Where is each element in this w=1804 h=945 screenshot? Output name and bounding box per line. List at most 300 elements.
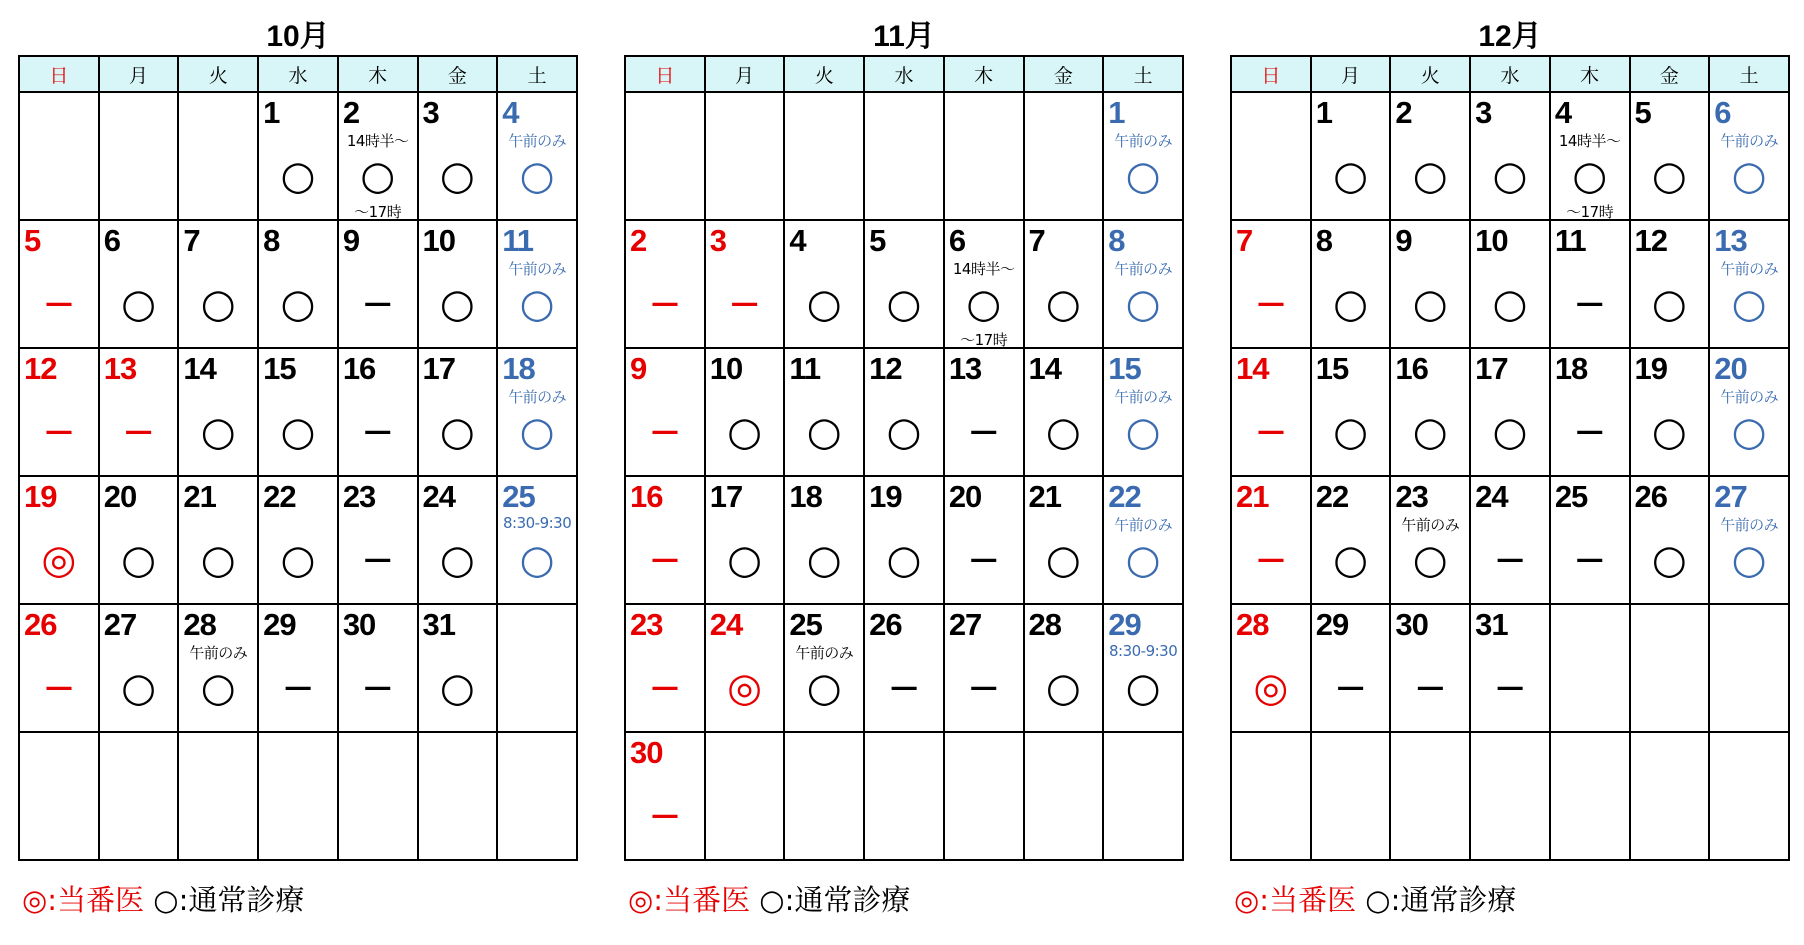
open-mark: ○ xyxy=(1731,281,1767,327)
open-mark: ○ xyxy=(1333,281,1368,327)
day-number: 5 xyxy=(24,223,41,258)
day-cell xyxy=(1470,732,1550,860)
open-mark: ○ xyxy=(200,409,236,455)
weekday-header: 月 xyxy=(1311,56,1391,92)
day-cell xyxy=(784,604,864,732)
day-cell xyxy=(1311,92,1391,220)
closed-mark: − xyxy=(360,409,395,455)
day-cell xyxy=(1709,348,1789,476)
week-row xyxy=(1231,92,1789,220)
calendar-october xyxy=(18,18,578,861)
day-cell xyxy=(497,732,577,860)
open-mark: ○ xyxy=(121,665,156,711)
day-cell xyxy=(1311,604,1391,732)
weekday-header: 火 xyxy=(1390,56,1470,92)
day-cell xyxy=(497,92,577,220)
day-number: 23 xyxy=(630,607,663,642)
day-cell xyxy=(258,92,338,220)
day-number: 29 xyxy=(1108,607,1141,642)
day-cell xyxy=(864,604,944,732)
day-number: 1 xyxy=(1315,95,1332,130)
day-number: 1 xyxy=(263,95,280,130)
legend-october xyxy=(22,878,304,919)
day-cell xyxy=(258,348,338,476)
day-note: 午前のみ xyxy=(1114,132,1173,150)
day-number: 2 xyxy=(1395,95,1412,130)
day-number: 11 xyxy=(789,351,821,386)
day-cell xyxy=(1630,348,1710,476)
day-note: 午前のみ xyxy=(1401,516,1460,534)
weekday-header: 土 xyxy=(1709,56,1789,92)
open-mark: ○ xyxy=(806,537,842,583)
closed-mark: − xyxy=(648,793,682,839)
day-number: 27 xyxy=(103,607,137,642)
day-cell xyxy=(1024,476,1104,604)
day-note: 8:30-9:30 xyxy=(502,514,572,532)
closed-mark: − xyxy=(1333,665,1368,711)
day-number: 8 xyxy=(263,223,280,258)
open-mark: ○ xyxy=(1412,537,1448,583)
legend-duty-doctor: ◎:当番医 xyxy=(1234,883,1357,917)
open-mark: ○ xyxy=(1045,537,1081,583)
open-mark: ○ xyxy=(1412,281,1448,327)
open-mark: ○ xyxy=(280,537,316,583)
week-row xyxy=(19,476,577,604)
day-number: 11 xyxy=(502,223,533,258)
day-cell xyxy=(178,732,258,860)
weekday-header: 木 xyxy=(1550,56,1630,92)
closed-mark: − xyxy=(1254,537,1288,583)
day-cell xyxy=(625,732,705,860)
day-number: 25 xyxy=(789,607,822,642)
open-mark: ○ xyxy=(1333,409,1368,455)
day-number: 26 xyxy=(24,607,57,642)
week-row xyxy=(625,604,1183,732)
day-number: 23 xyxy=(1395,479,1428,514)
open-mark: ○ xyxy=(121,537,156,583)
calendar-december xyxy=(1230,18,1790,861)
day-number: 4 xyxy=(789,223,806,258)
day-cell xyxy=(418,220,498,348)
open-mark: ○ xyxy=(121,281,156,327)
day-number: 26 xyxy=(869,607,902,642)
day-cell xyxy=(705,732,785,860)
day-number: 3 xyxy=(709,223,726,258)
open-mark: ○ xyxy=(727,409,762,455)
week-row xyxy=(19,732,577,860)
day-number: 15 xyxy=(263,351,296,386)
week-row xyxy=(625,92,1183,220)
day-cell xyxy=(1103,220,1183,348)
day-cell xyxy=(1470,220,1550,348)
day-cell xyxy=(705,604,785,732)
day-number: 23 xyxy=(342,479,376,514)
day-note: 14時半〜 xyxy=(1558,132,1621,150)
day-note-end: 〜17時 xyxy=(354,203,402,221)
week-row xyxy=(1231,476,1789,604)
closed-mark: − xyxy=(966,665,1001,711)
open-mark: ○ xyxy=(1492,153,1528,199)
day-number: 12 xyxy=(869,351,902,386)
week-row xyxy=(19,348,577,476)
open-mark: ○ xyxy=(1125,153,1161,199)
day-cell xyxy=(497,604,577,732)
day-number: 14 xyxy=(1236,351,1269,386)
open-mark: ○ xyxy=(280,281,316,327)
day-cell xyxy=(1470,476,1550,604)
day-cell xyxy=(1550,348,1630,476)
day-number: 8 xyxy=(1315,223,1332,258)
open-mark: ○ xyxy=(806,281,842,327)
day-cell xyxy=(99,348,179,476)
day-number: 9 xyxy=(342,223,360,258)
open-mark: ○ xyxy=(280,153,316,199)
day-cell xyxy=(864,220,944,348)
day-note: 午前のみ xyxy=(508,132,567,150)
day-number: 9 xyxy=(1395,223,1412,258)
day-number: 7 xyxy=(1028,223,1045,258)
week-row xyxy=(19,92,577,220)
day-cell xyxy=(1024,604,1104,732)
day-cell xyxy=(1103,348,1183,476)
closed-mark: − xyxy=(1572,281,1607,327)
day-number: 27 xyxy=(948,607,982,642)
day-number: 13 xyxy=(1714,223,1747,258)
day-number: 3 xyxy=(422,95,439,130)
closed-mark: − xyxy=(1572,537,1607,583)
day-note: 午前のみ xyxy=(1114,260,1173,278)
day-cell xyxy=(99,732,179,860)
day-number: 8 xyxy=(1108,223,1125,258)
day-cell xyxy=(1231,348,1311,476)
month-grid xyxy=(1230,55,1790,861)
day-number: 18 xyxy=(502,351,535,386)
closed-mark: − xyxy=(1572,409,1607,455)
weekday-header: 日 xyxy=(19,56,99,92)
closed-mark: − xyxy=(648,537,682,583)
day-number: 17 xyxy=(1475,351,1508,386)
day-number: 25 xyxy=(1554,479,1588,514)
day-number: 9 xyxy=(630,351,647,386)
day-number: 10 xyxy=(422,223,455,258)
day-cell xyxy=(705,476,785,604)
open-mark: ○ xyxy=(439,281,475,327)
weekday-header: 水 xyxy=(258,56,338,92)
day-number: 20 xyxy=(1714,351,1747,386)
open-mark: ○ xyxy=(1651,281,1687,327)
closed-mark: − xyxy=(1493,665,1527,711)
day-cell xyxy=(19,92,99,220)
day-cell xyxy=(1709,92,1789,220)
day-number: 18 xyxy=(789,479,822,514)
weekday-header: 水 xyxy=(864,56,944,92)
day-cell xyxy=(1390,348,1470,476)
day-cell xyxy=(1024,348,1104,476)
day-number: 14 xyxy=(1028,351,1061,386)
closed-mark: − xyxy=(1254,409,1288,455)
weekday-header: 月 xyxy=(705,56,785,92)
day-cell xyxy=(338,220,418,348)
legend-november xyxy=(628,878,910,919)
closed-mark: − xyxy=(1254,281,1288,327)
day-cell xyxy=(418,348,498,476)
day-cell xyxy=(1103,92,1183,220)
week-row xyxy=(625,348,1183,476)
day-cell xyxy=(1550,604,1630,732)
day-note: 8:30-9:30 xyxy=(1108,642,1178,660)
day-cell xyxy=(784,220,864,348)
day-number: 31 xyxy=(1475,607,1508,642)
day-cell xyxy=(99,604,179,732)
day-number: 26 xyxy=(1634,479,1667,514)
day-number: 28 xyxy=(1028,607,1061,642)
day-number: 27 xyxy=(1714,479,1747,514)
day-number: 17 xyxy=(709,479,743,514)
month-grid xyxy=(624,55,1184,861)
day-cell xyxy=(784,732,864,860)
week-row xyxy=(625,220,1183,348)
day-cell xyxy=(1550,92,1630,220)
open-mark: ○ xyxy=(519,409,555,455)
day-number: 6 xyxy=(1714,95,1731,130)
open-mark: ○ xyxy=(1333,537,1368,583)
day-note: 午前のみ xyxy=(508,388,567,406)
day-cell xyxy=(1231,92,1311,220)
day-number: 19 xyxy=(1634,351,1667,386)
day-cell xyxy=(178,220,258,348)
month-title: 10月 xyxy=(266,20,330,53)
day-cell xyxy=(784,476,864,604)
weekday-header: 土 xyxy=(1103,56,1183,92)
day-number: 28 xyxy=(1236,607,1269,642)
open-mark: ○ xyxy=(1731,409,1767,455)
day-cell xyxy=(1024,220,1104,348)
day-number: 5 xyxy=(869,223,886,258)
day-cell xyxy=(1390,220,1470,348)
week-row xyxy=(19,220,577,348)
day-number: 6 xyxy=(948,223,966,258)
day-number: 30 xyxy=(342,607,376,642)
closed-mark: − xyxy=(1493,537,1527,583)
weekday-header: 火 xyxy=(784,56,864,92)
open-mark: ○ xyxy=(1125,409,1161,455)
closed-mark: − xyxy=(42,281,76,327)
day-cell xyxy=(258,732,338,860)
day-cell xyxy=(418,604,498,732)
closed-mark: − xyxy=(42,665,76,711)
day-note: 14時半〜 xyxy=(346,132,409,150)
day-cell xyxy=(705,92,785,220)
month-title: 11月 xyxy=(873,20,935,53)
day-number: 21 xyxy=(1236,479,1269,514)
day-number: 19 xyxy=(24,479,57,514)
open-mark: ○ xyxy=(519,153,555,199)
open-mark: ○ xyxy=(439,537,475,583)
open-mark: ○ xyxy=(1572,153,1608,199)
day-number: 14 xyxy=(183,351,216,386)
open-mark: ○ xyxy=(1651,153,1687,199)
day-cell xyxy=(1390,476,1470,604)
open-mark: ○ xyxy=(1412,409,1448,455)
day-note: 午前のみ xyxy=(1720,388,1779,406)
day-cell xyxy=(1630,220,1710,348)
day-note: 午前のみ xyxy=(1114,388,1173,406)
day-number: 20 xyxy=(103,479,137,514)
day-number: 29 xyxy=(263,607,296,642)
day-cell xyxy=(338,476,418,604)
open-mark: ○ xyxy=(200,537,236,583)
open-mark: ○ xyxy=(806,665,842,711)
weekday-header: 月 xyxy=(99,56,179,92)
open-mark: ○ xyxy=(1045,409,1081,455)
day-number: 15 xyxy=(1108,351,1141,386)
day-cell xyxy=(1103,604,1183,732)
legend-normal: ○:通常診療 xyxy=(1365,883,1517,917)
open-mark: ○ xyxy=(1333,153,1368,199)
day-number: 15 xyxy=(1315,351,1349,386)
day-cell xyxy=(1470,92,1550,220)
day-cell xyxy=(258,476,338,604)
open-mark: ○ xyxy=(1651,409,1687,455)
day-cell xyxy=(338,604,418,732)
day-number: 6 xyxy=(103,223,120,258)
day-cell xyxy=(99,220,179,348)
closed-mark: − xyxy=(121,409,156,455)
day-number: 12 xyxy=(1634,223,1667,258)
closed-mark: − xyxy=(360,665,395,711)
day-cell xyxy=(864,732,944,860)
day-cell xyxy=(178,348,258,476)
day-note: 午前のみ xyxy=(795,644,854,662)
day-note: 午前のみ xyxy=(1720,260,1779,278)
day-cell xyxy=(178,476,258,604)
day-cell xyxy=(1231,220,1311,348)
day-cell xyxy=(19,732,99,860)
weekday-header: 日 xyxy=(625,56,705,92)
open-mark: ○ xyxy=(1045,665,1081,711)
day-cell xyxy=(625,92,705,220)
day-cell xyxy=(19,476,99,604)
day-cell xyxy=(1390,732,1470,860)
day-number: 11 xyxy=(1554,223,1586,258)
day-cell xyxy=(1311,348,1391,476)
day-cell xyxy=(864,348,944,476)
week-row xyxy=(1231,348,1789,476)
day-cell xyxy=(418,92,498,220)
day-cell xyxy=(944,348,1024,476)
open-mark: ○ xyxy=(439,665,475,711)
day-cell xyxy=(1630,604,1710,732)
open-mark: ○ xyxy=(1651,537,1687,583)
weekday-header: 金 xyxy=(1024,56,1104,92)
legend-december xyxy=(1234,878,1516,919)
day-note: 午前のみ xyxy=(508,260,567,278)
open-mark: ○ xyxy=(1492,409,1528,455)
day-number: 20 xyxy=(948,479,982,514)
day-number: 29 xyxy=(1315,607,1349,642)
day-cell xyxy=(1390,92,1470,220)
closed-mark: − xyxy=(648,665,682,711)
day-cell xyxy=(625,220,705,348)
open-mark: ○ xyxy=(886,281,922,327)
day-cell xyxy=(1709,220,1789,348)
duty-doctor-mark: ◎ xyxy=(727,665,762,711)
weekday-header: 木 xyxy=(338,56,418,92)
day-number: 28 xyxy=(183,607,216,642)
day-cell xyxy=(1311,732,1391,860)
day-number: 25 xyxy=(502,479,535,514)
day-cell xyxy=(1630,92,1710,220)
day-cell xyxy=(1103,732,1183,860)
day-number: 2 xyxy=(342,95,360,130)
weekday-header: 火 xyxy=(178,56,258,92)
day-cell xyxy=(1709,604,1789,732)
closed-mark: − xyxy=(966,537,1001,583)
day-cell xyxy=(1630,476,1710,604)
week-row xyxy=(1231,732,1789,860)
day-note-end: 〜17時 xyxy=(960,331,1008,349)
legend-duty-doctor: ◎:当番医 xyxy=(22,883,145,917)
open-mark: ○ xyxy=(1731,537,1767,583)
day-cell xyxy=(1630,732,1710,860)
day-cell xyxy=(1024,92,1104,220)
open-mark: ○ xyxy=(1492,281,1528,327)
open-mark: ○ xyxy=(727,537,762,583)
day-cell xyxy=(497,220,577,348)
day-number: 16 xyxy=(630,479,663,514)
weekday-header: 金 xyxy=(418,56,498,92)
open-mark: ○ xyxy=(1125,537,1161,583)
closed-mark: − xyxy=(360,537,395,583)
day-cell xyxy=(944,732,1024,860)
day-number: 31 xyxy=(422,607,455,642)
day-cell xyxy=(784,348,864,476)
closed-mark: − xyxy=(727,281,762,327)
day-number: 4 xyxy=(502,95,519,130)
day-cell xyxy=(1311,220,1391,348)
day-cell xyxy=(625,604,705,732)
day-number: 13 xyxy=(948,351,982,386)
day-cell xyxy=(338,92,418,220)
day-cell xyxy=(625,348,705,476)
closed-mark: − xyxy=(648,409,682,455)
day-number: 21 xyxy=(1028,479,1061,514)
day-cell xyxy=(418,476,498,604)
day-cell xyxy=(19,348,99,476)
day-note: 午前のみ xyxy=(1720,132,1779,150)
legend-duty-doctor: ◎:当番医 xyxy=(628,883,751,917)
day-number: 16 xyxy=(342,351,376,386)
day-cell xyxy=(1231,604,1311,732)
month-grid xyxy=(18,55,578,861)
closed-mark: − xyxy=(42,409,76,455)
open-mark: ○ xyxy=(966,281,1002,327)
day-cell xyxy=(705,220,785,348)
closed-mark: − xyxy=(281,665,315,711)
day-number: 1 xyxy=(1108,95,1125,130)
day-cell xyxy=(944,220,1024,348)
day-cell xyxy=(19,220,99,348)
day-cell xyxy=(944,604,1024,732)
legend-normal: ○:通常診療 xyxy=(153,883,305,917)
day-cell xyxy=(1709,732,1789,860)
day-number: 24 xyxy=(709,607,743,642)
day-cell xyxy=(944,92,1024,220)
open-mark: ○ xyxy=(200,665,236,711)
day-number: 7 xyxy=(1236,223,1253,258)
day-number: 22 xyxy=(263,479,296,514)
day-cell xyxy=(625,476,705,604)
